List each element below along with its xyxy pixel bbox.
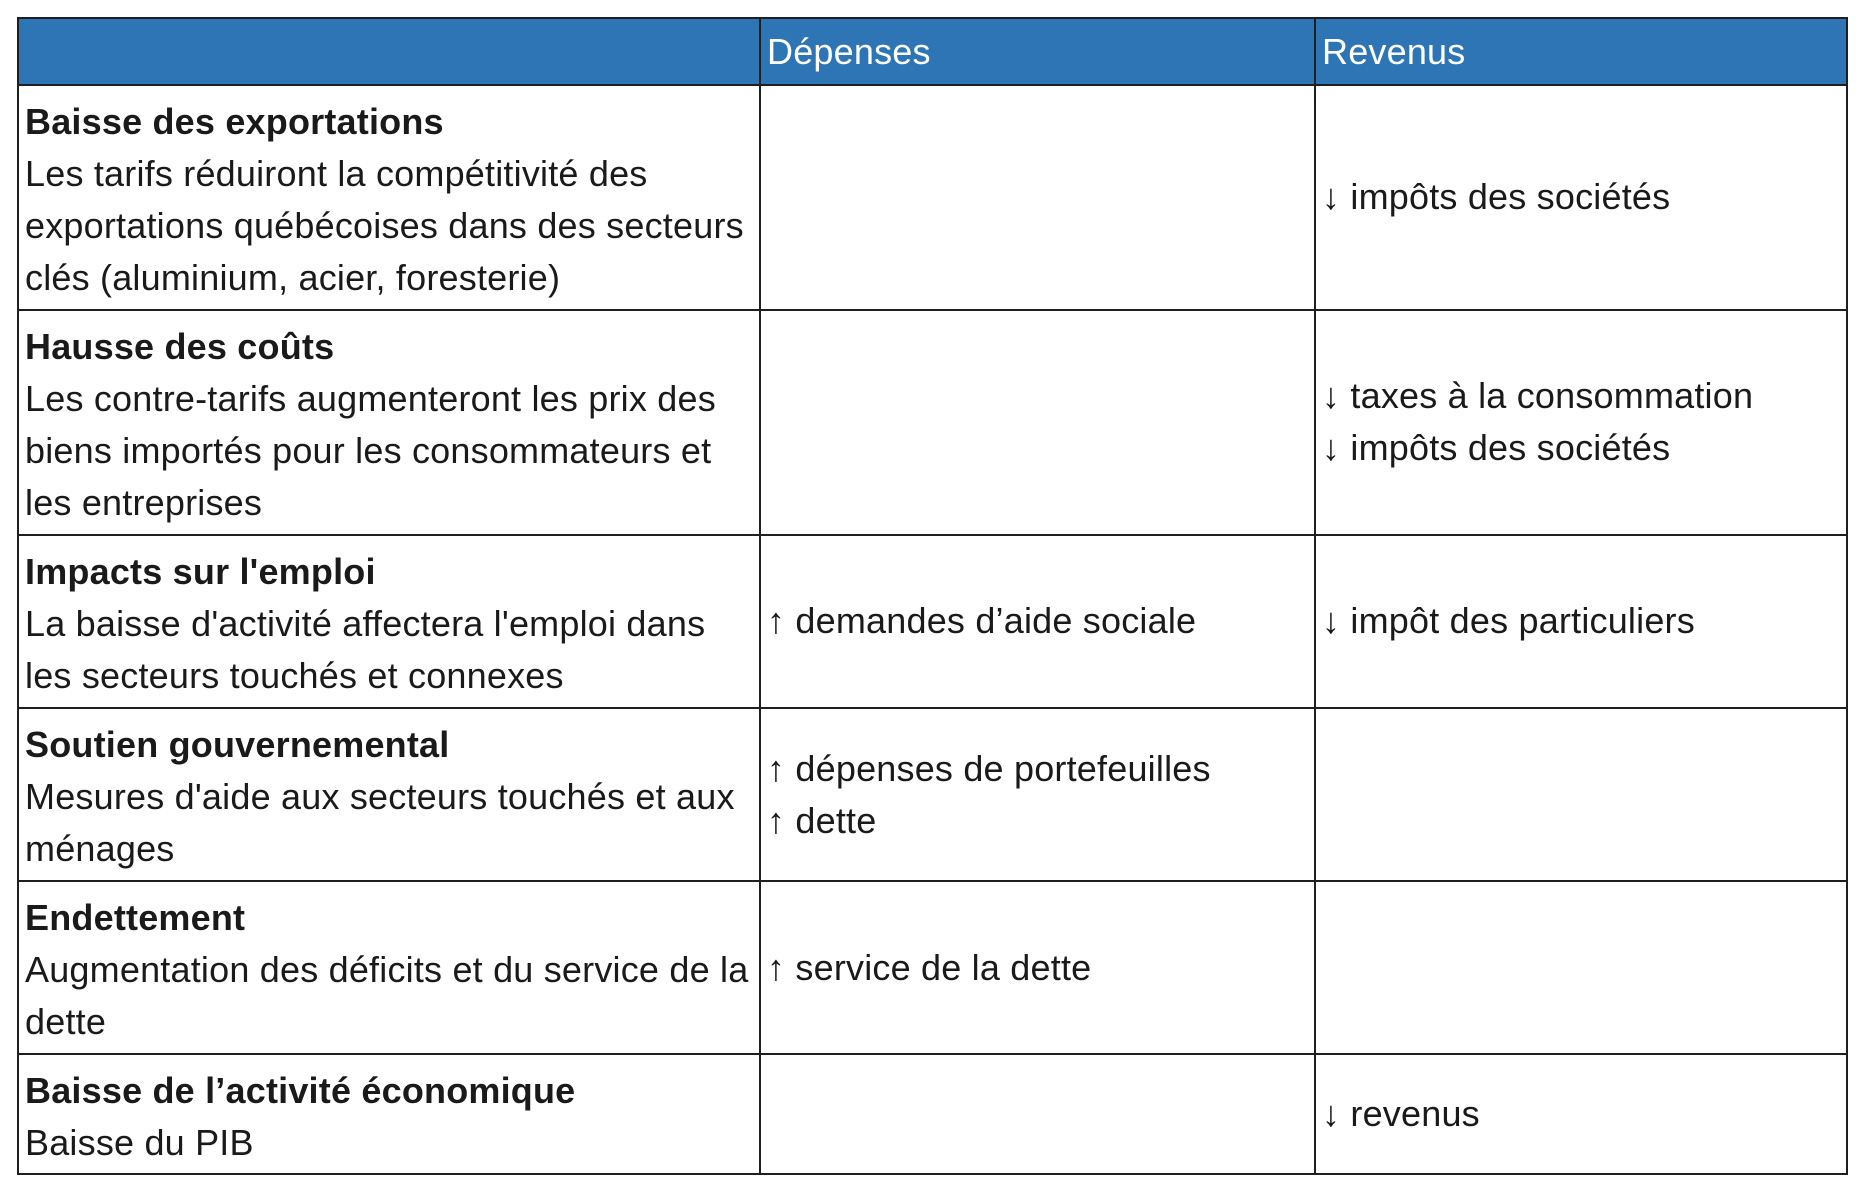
description-cell — [18, 310, 760, 535]
effect-line: ↓ taxes à la consommation — [1322, 375, 1754, 417]
description-cell — [18, 85, 760, 310]
revenus-cell — [1315, 85, 1847, 310]
row-text: Baisse du PIB — [25, 1122, 254, 1164]
effect-line: ↓ impôts des sociétés — [1322, 176, 1671, 218]
row-text: Augmentation des déficits et du service de la dette — [25, 949, 749, 1043]
row-title: Baisse des exportations — [25, 101, 444, 142]
table-row — [18, 1054, 1847, 1174]
row-title: Hausse des coûts — [25, 325, 335, 367]
depenses-cell — [760, 535, 1315, 708]
effect-line: ↓ impôts des sociétés — [1322, 427, 1671, 469]
revenus-cell — [1315, 881, 1847, 1054]
effect-line: ↑ dette — [767, 799, 877, 841]
depenses-cell — [760, 708, 1315, 881]
row-text: Les tarifs réduiront la compétitivité des exportations québécoises dans des secteurs clés (aluminium, acier, foresterie) — [25, 153, 744, 298]
header-empty-cell — [18, 18, 760, 85]
impact-table — [17, 17, 1848, 1175]
row-title: Impacts sur l'emploi — [25, 550, 376, 592]
description-cell — [18, 1054, 760, 1174]
effect-line: ↑ demandes d’aide sociale — [767, 600, 1197, 642]
description-cell — [18, 708, 760, 881]
depenses-cell — [760, 85, 1315, 310]
row-title: Baisse de l’activité économique — [25, 1070, 576, 1112]
header-row — [18, 18, 1847, 85]
header-revenus: Revenus — [1315, 18, 1847, 85]
revenus-cell — [1315, 310, 1847, 535]
revenus-cell — [1315, 708, 1847, 881]
table-row — [18, 535, 1847, 708]
description-cell — [18, 535, 760, 708]
header-depenses: Dépenses — [760, 18, 1315, 85]
table-row — [18, 310, 1847, 535]
effect-line: ↑ dépenses de portefeuilles — [767, 747, 1211, 789]
table-row — [18, 881, 1847, 1054]
row-text: Mesures d'aide aux secteurs touchés et aux ménages — [25, 776, 735, 869]
row-title: Soutien gouvernemental — [25, 724, 450, 765]
revenus-cell — [1315, 535, 1847, 708]
table-row — [18, 85, 1847, 310]
description-cell — [18, 881, 760, 1054]
row-title: Endettement — [25, 897, 246, 939]
revenus-cell — [1315, 1054, 1847, 1174]
effect-line: ↓ impôt des particuliers — [1322, 600, 1695, 642]
depenses-cell — [760, 310, 1315, 535]
depenses-cell — [760, 1054, 1315, 1174]
row-text: Les contre-tarifs augmenteront les prix des biens importés pour les consommateurs et les entreprises — [25, 377, 716, 523]
effect-line: ↑ service de la dette — [767, 946, 1092, 988]
row-text: La baisse d'activité affectera l'emploi dans les secteurs touchés et connexes — [25, 602, 706, 696]
depenses-cell — [760, 881, 1315, 1054]
table-row — [18, 708, 1847, 881]
effect-line: ↓ revenus — [1322, 1093, 1480, 1135]
